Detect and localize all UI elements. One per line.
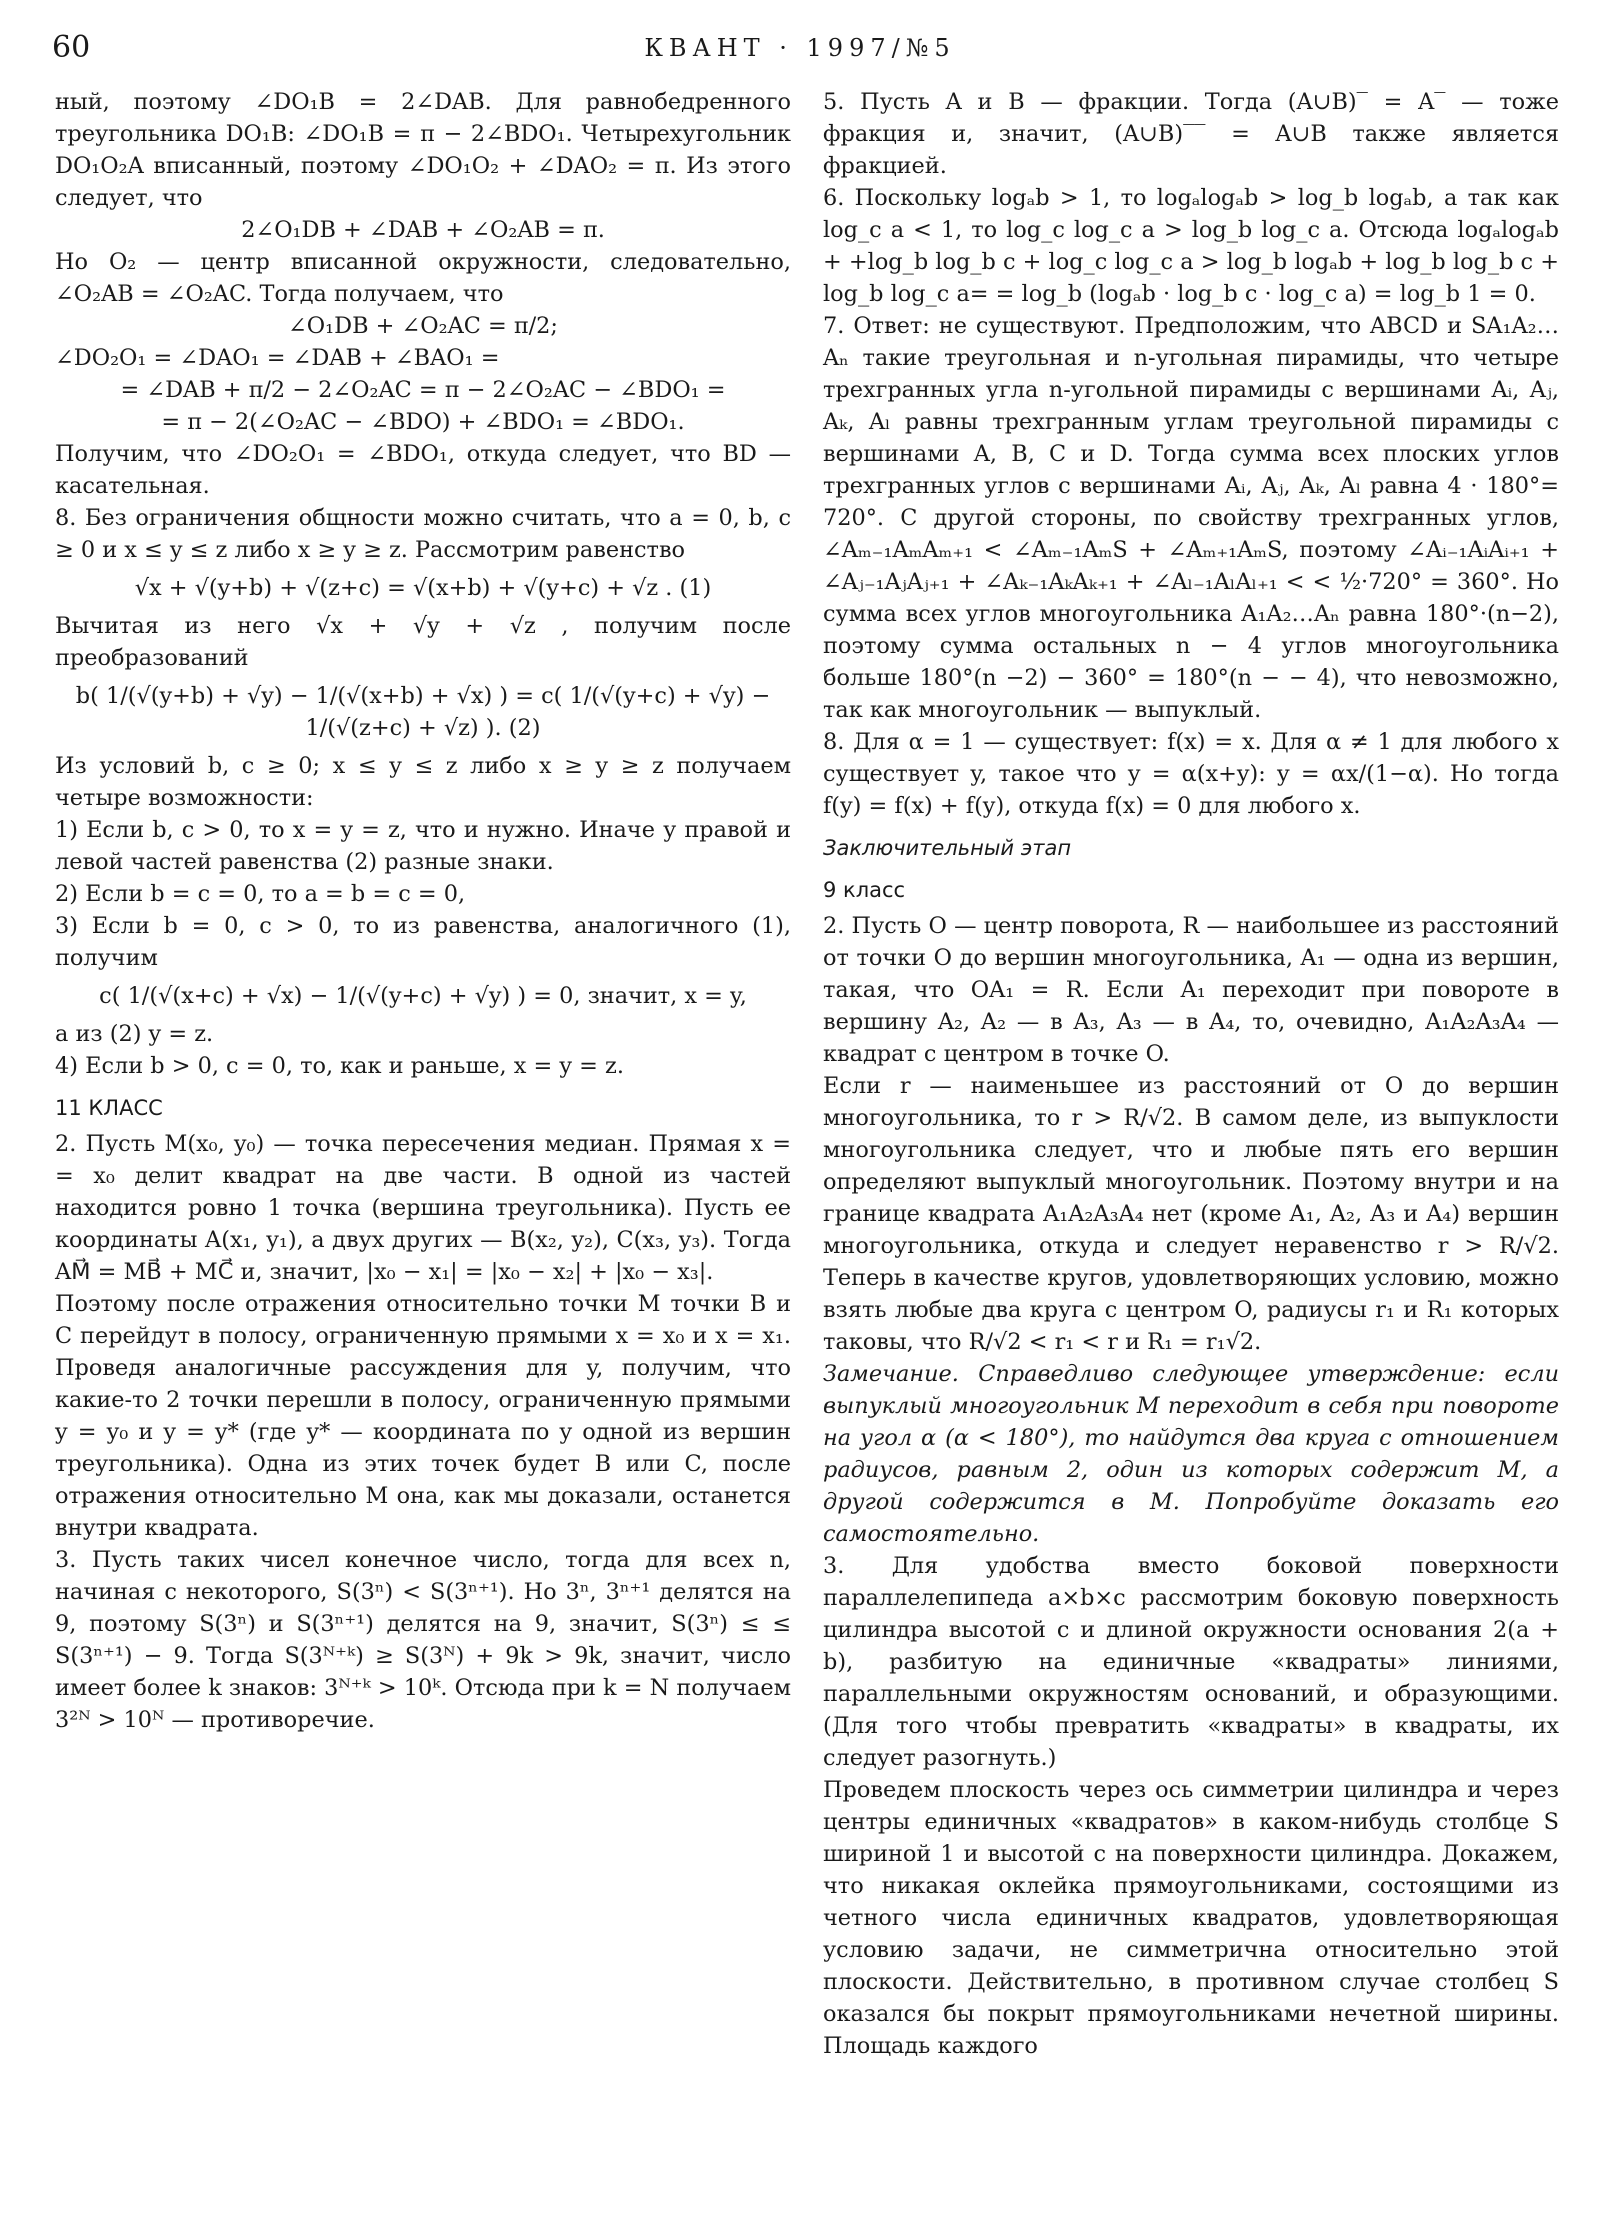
paragraph: 7. Ответ: не существуют. Предположим, что ABCD и SA₁A₂…Aₙ такие треугольная и n-угольная пирамиды, что четыре трехгранных угла n-угольной пирамиды с вершинами Aᵢ, Aⱼ, Aₖ, Aₗ равны трехгранным углам треугольной пирамиды с вершинами A, B, C и D. Тогда сумма всех плоских углов трехгранных углов с вершинами Aᵢ, Aⱼ, Aₖ, Aₗ равна 4 · 180°= 720°. С другой стороны, по свойству трехгранных углов, ∠Aₘ₋₁AₘAₘ₊₁ < ∠Aₘ₋₁AₘS + ∠Aₘ₊₁AₘS, поэтому ∠Aᵢ₋₁AᵢAᵢ₊₁ + ∠Aⱼ₋₁AⱼAⱼ₊₁ + ∠Aₖ₋₁AₖAₖ₊₁ + ∠Aₗ₋₁AₗAₗ₊₁ < < ½·720° = 360°. Но сумма всех углов многоугольника A₁A₂…Aₙ равна 180°·(n−2), поэтому сумма остальных n − 4 углов многоугольника больше 180°(n −2) − 360° = 180°(n − − 4), что невозможно, так как многоугольник — выпуклый. (823, 313, 1559, 723)
section-heading: Заключительный этап (823, 836, 1072, 860)
paragraph: 3. Пусть таких чисел конечное число, тогда для всех n, начиная с некоторого, S(3ⁿ) < S(3ⁿ⁺¹). Но 3ⁿ, 3ⁿ⁺¹ делятся на 9, поэтому S(3ⁿ) и S(3ⁿ⁺¹) делятся на 9, значит, S(3ⁿ) ≤ ≤ S(3ⁿ⁺¹) − 9. Тогда S(3ᴺ⁺ᵏ) ≥ S(3ᴺ) + 9k > 9k, значит, число имеет более k знаков: 3ᴺ⁺ᵏ > 10ᵏ. Отсюда при k = N получаем 3²ᴺ > 10ᴺ — противоречие. (55, 1547, 791, 1733)
paragraph: 2. Пусть O — центр поворота, R — наибольшее из расстояний от точки O до вершин многоугольника, A₁ — одна из вершин, такая, что OA₁ = R. Если A₁ переходит при повороте в вершину A₂, A₂ — в A₃, A₃ — в A₄, то, очевидно, A₁A₂A₃A₄ — квадрат с центром в точке O. (823, 913, 1559, 1067)
paragraph: 6. Поскольку logₐb > 1, то logₐlogₐb > log_b logₐb, а так как log_c a < 1, то log_c log_c a > log_b log_c a. Отсюда logₐlogₐb + +log_b log_b c + log_c log_c a > log_b logₐb + log_b log_b c + log_b log_c a= = log_b (logₐb · log_b c · log_c a) = log_b 1 = 0. (823, 185, 1559, 307)
paragraph: Вычитая из него √x + √y + √z , получим после преобразований (55, 613, 791, 671)
paragraph: ный, поэтому ∠DO₁B = 2∠DAB. Для равнобедренного треугольника DO₁B: ∠DO₁B = π − 2∠BDO₁. Четырехугольник DO₁O₂A вписанный, поэтому ∠DO₁O₂ + ∠DAO₂ = π. Из этого следует, что (55, 89, 791, 211)
paragraph: 2. Пусть M(x₀, y₀) — точка пересечения медиан. Прямая x = = x₀ делит квадрат на две части. В одной из частей находится ровно 1 точка (вершина треугольника). Пусть ее координаты A(x₁, y₁), а двух других — B(x₂, y₂), C(x₃, y₃). Тогда AM⃗ = MB⃗ + MC⃗ и, значит, |x₀ − x₁| = |x₀ − x₂| + |x₀ − x₃|. (55, 1131, 791, 1285)
paragraph: Поэтому после отражения относительно точки M точки B и C перейдут в полосу, ограниченную прямыми x = x₀ и x = x₁. Проведя аналогичные рассуждения для y, получим, что какие-то 2 точки перешли в полосу, ограниченную прямыми y = y₀ и y = y* (где y* — координата по y одной из вершин треугольника). Одна из этих точек будет B или C, после отражения относительно M она, как мы доказали, останется внутри квадрата. (55, 1291, 791, 1541)
remark-paragraph: Замечание. Справедливо следующее утверждение: если выпуклый многоугольник M переходит в себя при повороте на угол α (α < 180°), то найдутся два круга с отношением радиусов, равным 2, один из которых содержит M, а другой содержится в M. Попробуйте доказать его самостоятельно. (823, 1361, 1559, 1547)
paragraph: а из (2) y = z. (55, 1021, 214, 1047)
paragraph: 3. Для удобства вместо боковой поверхности параллелепипеда a×b×c рассмотрим боковую поверхность цилиндра высотой c и длиной окружности основания 2(a + b), разбитую на единичные «квадраты» линиями, параллельными окружностям оснований, и образующими. (Для того чтобы превратить «квадраты» в квадраты, их следует разогнуть.) (823, 1553, 1559, 1771)
paragraph: 1) Если b, c > 0, то x = y = z, что и нужно. Иначе у правой и левой частей равенства (2) разные знаки. (55, 817, 791, 875)
formula-line: 2∠O₁DB + ∠DAB + ∠O₂AB = π. (241, 217, 605, 243)
paragraph: 8. Без ограничения общности можно считать, что a = 0, b, c ≥ 0 и x ≤ y ≤ z либо x ≥ y ≥ z. Рассмотрим равенство (55, 505, 791, 563)
left-column (55, 86, 791, 1736)
section-heading: 9 класс (823, 878, 906, 902)
formula-line: = π − 2(∠O₂AC − ∠BDO) + ∠BDO₁ = ∠BDO₁. (161, 409, 685, 435)
paragraph: 8. Для α = 1 — существует: f(x) = x. Для α ≠ 1 для любого x существует y, такое что y = α(x+y): y = αx/(1−α). Но тогда f(y) = f(x) + f(y), откуда f(x) = 0 для любого x. (823, 729, 1559, 819)
paragraph: 5. Пусть A и B — фракции. Тогда (A∪B)‾ = A‾ — тоже фракция и, значит, (A∪B)‾‾ = A∪B также является фракцией. (823, 89, 1559, 179)
paragraph: Из условий b, c ≥ 0; x ≤ y ≤ z либо x ≥ y ≥ z получаем четыре возможности: (55, 753, 791, 811)
formula-line: ∠O₁DB + ∠O₂AC = π/2; (288, 313, 558, 339)
running-header (52, 30, 1548, 70)
display-equation: c( 1/(√(x+c) + √x) − 1/(√(y+c) + √y) ) = 0, значит, x = y, (99, 983, 747, 1009)
paragraph: Если r — наименьшее из расстояний от O до вершин многоугольника, то r > R/√2. В самом деле, из выпуклости многоугольника следует, что и любые пять его вершин определяют выпуклый многоугольник. Поэтому внутри и на границе квадрата A₁A₂A₃A₄ нет (кроме A₁, A₂, A₃ и A₄) вершин многоугольника, откуда и следует неравенство r > R/√2. Теперь в качестве кругов, удовлетворяющих условию, можно взять любые два круга с центром O, радиусы r₁ и R₁ которых таковы, что R/√2 < r₁ < r и R₁ = r₁√2. (823, 1073, 1559, 1355)
paragraph: 3) Если b = 0, c > 0, то из равенства, аналогичного (1), получим (55, 913, 791, 971)
section-heading: 11 КЛАСС (55, 1096, 163, 1120)
right-column (823, 86, 1559, 2062)
paragraph: 4) Если b > 0, c = 0, то, как и раньше, x = y = z. (55, 1053, 624, 1079)
paragraph: Получим, что ∠DO₂O₁ = ∠BDO₁, откуда следует, что BD — касательная. (55, 441, 791, 499)
paragraph: ∠DO₂O₁ = ∠DAO₁ = ∠DAB + ∠BAO₁ = (55, 345, 500, 371)
journal-title: КВАНТ · 1997/№5 (644, 34, 956, 62)
paragraph: Но O₂ — центр вписанной окружности, следовательно, ∠O₂AB = ∠O₂AC. Тогда получаем, что (55, 249, 791, 307)
paragraph: Проведем плоскость через ось симметрии цилиндра и через центры единичных «квадратов» в каком-нибудь столбце S шириной 1 и высотой c на поверхности цилиндра. Докажем, что никакая оклейка прямоугольниками, состоящими из четного числа единичных квадратов, удовлетворяющая условию задачи, не симметрична относительно этой плоскости. Действительно, в противном случае столбец S оказался бы покрыт прямоугольниками нечетной ширины. Площадь каждого (823, 1777, 1559, 2059)
formula-line: = ∠DAB + π/2 − 2∠O₂AC = π − 2∠O₂AC − ∠BDO₁ = (120, 377, 726, 403)
paragraph: 2) Если b = c = 0, то a = b = c = 0, (55, 881, 466, 907)
page-number: 60 (52, 30, 91, 65)
display-equation: b( 1/(√(y+b) + √y) − 1/(√(x+b) + √x) ) = c( 1/(√(y+c) + √y) − 1/(√(z+c) + √z) ). (2) (75, 683, 771, 741)
display-equation: √x + √(y+b) + √(z+c) = √(x+b) + √(y+c) + √z . (1) (134, 575, 712, 601)
